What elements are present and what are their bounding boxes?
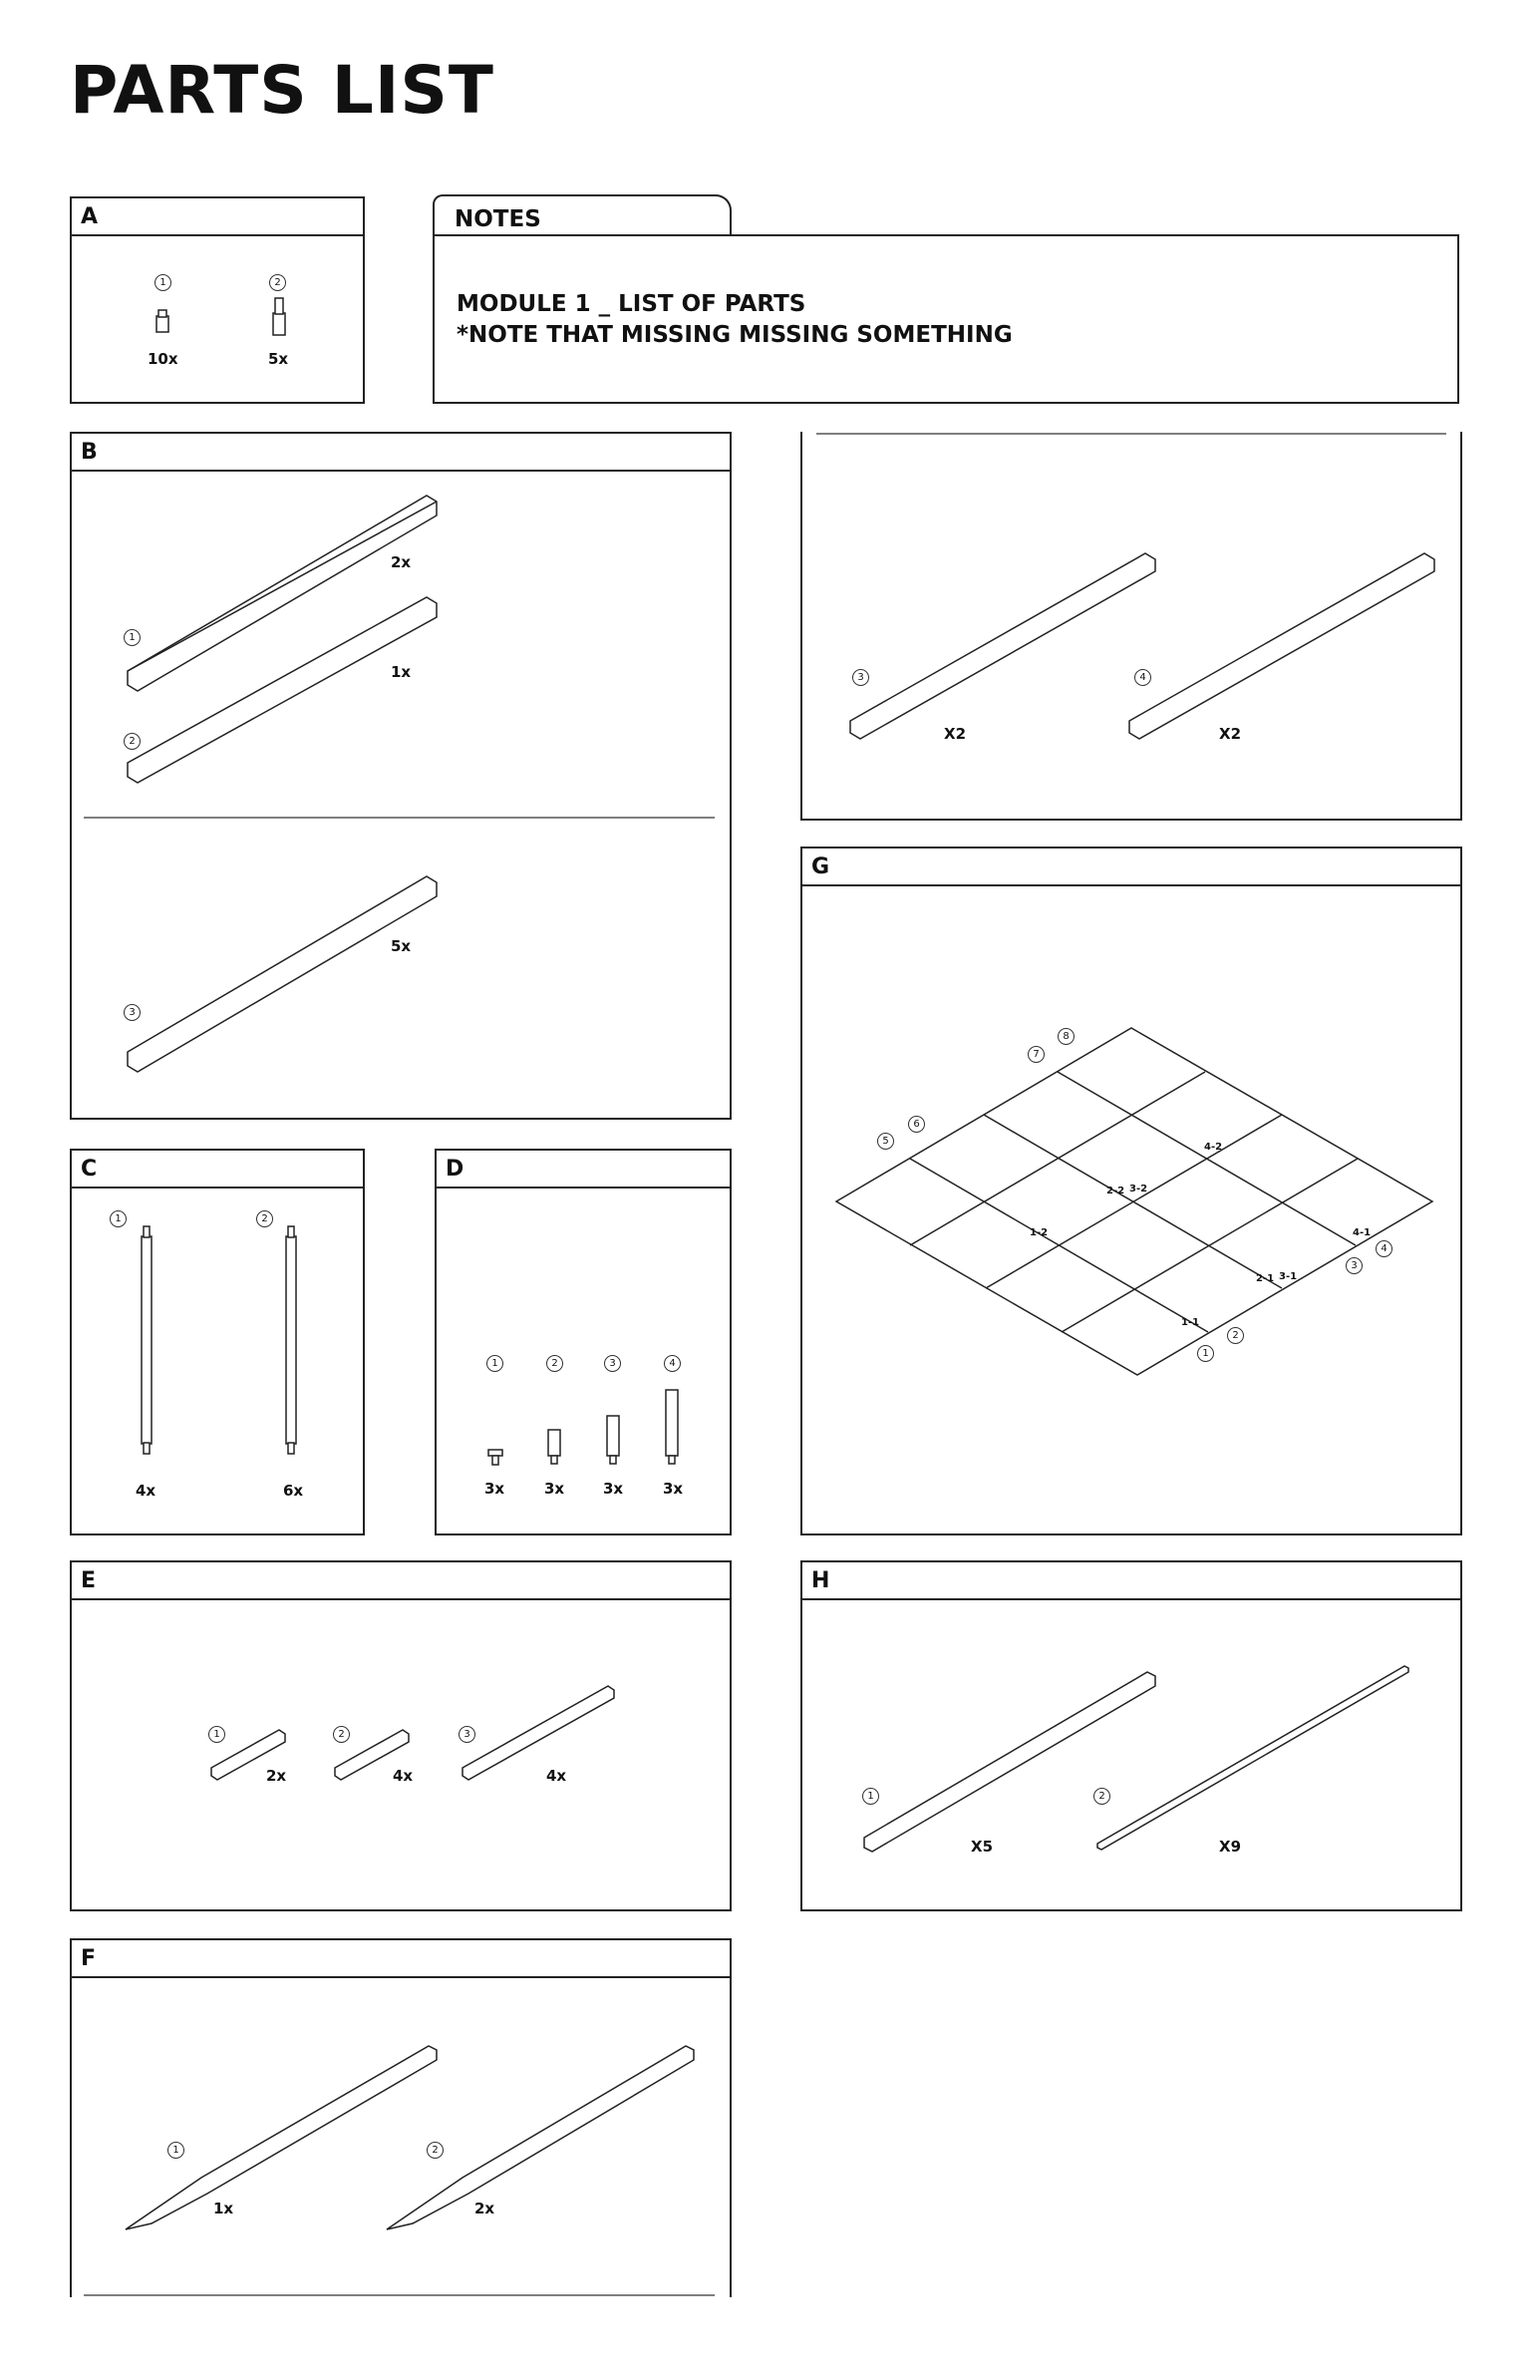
g-grid-label-1-2: 1-2 bbox=[1030, 1227, 1049, 1238]
section-c-label: C bbox=[81, 1157, 98, 1182]
part-b4-continued-number: 4 bbox=[1134, 669, 1151, 686]
part-c1-quantity: 4x bbox=[136, 1482, 156, 1500]
notes-tab-label: NOTES bbox=[455, 206, 541, 232]
part-d4-quantity: 3x bbox=[663, 1480, 684, 1498]
notes-line-2: *NOTE THAT MISSING MISSING SOMETHING bbox=[457, 322, 1013, 348]
part-e3-number: 3 bbox=[459, 1726, 475, 1743]
part-h1-quantity: X5 bbox=[971, 1838, 994, 1856]
section-b-panel bbox=[70, 432, 732, 1120]
section-f-panel bbox=[70, 1938, 732, 2297]
section-g-panel bbox=[800, 847, 1462, 1535]
section-a-parts-drawing bbox=[72, 198, 367, 406]
section-e-label: E bbox=[81, 1568, 97, 1593]
part-b1-number: 1 bbox=[124, 629, 141, 646]
notes-tab bbox=[433, 194, 732, 236]
notes-line-1: MODULE 1 _ LIST OF PARTS bbox=[457, 291, 806, 317]
section-a-panel bbox=[70, 196, 365, 404]
section-b-continued-parts-drawing bbox=[802, 432, 1464, 821]
part-b3-continued-quantity: X2 bbox=[944, 725, 967, 743]
section-h-parts-drawing bbox=[802, 1562, 1464, 1913]
section-e-panel bbox=[70, 1560, 732, 1911]
part-d1-number: 1 bbox=[486, 1355, 503, 1372]
part-b3-number: 3 bbox=[124, 1004, 141, 1021]
section-c-panel bbox=[70, 1149, 365, 1535]
section-h-label: H bbox=[811, 1568, 830, 1593]
part-a2-quantity: 5x bbox=[268, 350, 289, 368]
part-h2-number: 2 bbox=[1093, 1788, 1110, 1805]
part-e2-number: 2 bbox=[333, 1726, 350, 1743]
part-c2-number: 2 bbox=[256, 1210, 273, 1227]
part-f2-number: 2 bbox=[427, 2142, 444, 2159]
section-b-label: B bbox=[81, 440, 98, 465]
part-b4-continued-quantity: X2 bbox=[1219, 725, 1242, 743]
g-callout-5: 5 bbox=[877, 1133, 894, 1150]
section-d-parts-drawing bbox=[437, 1151, 734, 1537]
g-grid-label-2-1: 2-1 bbox=[1256, 1273, 1275, 1284]
section-b-continued-panel bbox=[800, 432, 1462, 821]
g-callout-7: 7 bbox=[1028, 1046, 1045, 1063]
part-h2-quantity: X9 bbox=[1219, 1838, 1242, 1856]
part-d3-number: 3 bbox=[604, 1355, 621, 1372]
part-b1-quantity: 2x bbox=[391, 553, 412, 571]
g-callout-8: 8 bbox=[1058, 1028, 1075, 1045]
part-c1-number: 1 bbox=[110, 1210, 127, 1227]
part-e1-number: 1 bbox=[208, 1726, 225, 1743]
notes-box bbox=[433, 234, 1459, 404]
part-d4-number: 4 bbox=[664, 1355, 681, 1372]
part-f1-quantity: 1x bbox=[213, 2200, 234, 2217]
g-callout-2: 2 bbox=[1227, 1327, 1244, 1344]
part-b3-quantity: 5x bbox=[391, 937, 412, 955]
g-grid-label-2-2: 2-2 bbox=[1106, 1186, 1125, 1196]
section-h-panel bbox=[800, 1560, 1462, 1911]
part-h1-number: 1 bbox=[862, 1788, 879, 1805]
g-callout-6: 6 bbox=[908, 1116, 925, 1133]
g-grid-label-4-1: 4-1 bbox=[1353, 1227, 1372, 1238]
part-a2-number: 2 bbox=[269, 274, 286, 291]
g-grid-label-3-1: 3-1 bbox=[1279, 1271, 1298, 1282]
section-f-parts-drawing bbox=[72, 1940, 734, 2299]
section-g-label: G bbox=[811, 854, 830, 879]
part-d2-number: 2 bbox=[546, 1355, 563, 1372]
part-d1-quantity: 3x bbox=[484, 1480, 505, 1498]
g-grid-label-3-2: 3-2 bbox=[1129, 1184, 1148, 1194]
g-callout-4: 4 bbox=[1376, 1240, 1392, 1257]
part-a1-quantity: 10x bbox=[148, 350, 178, 368]
part-b2-number: 2 bbox=[124, 733, 141, 750]
part-e2-quantity: 4x bbox=[393, 1767, 414, 1785]
section-e-parts-drawing bbox=[72, 1562, 734, 1913]
part-a1-number: 1 bbox=[154, 274, 171, 291]
section-c-parts-drawing bbox=[72, 1151, 367, 1537]
section-b-parts-drawing bbox=[72, 434, 734, 1122]
g-callout-3: 3 bbox=[1346, 1257, 1363, 1274]
g-callout-1: 1 bbox=[1197, 1345, 1214, 1362]
g-grid-label-4-2: 4-2 bbox=[1204, 1142, 1223, 1153]
section-d-label: D bbox=[446, 1157, 464, 1182]
part-d2-quantity: 3x bbox=[544, 1480, 565, 1498]
part-e1-quantity: 2x bbox=[266, 1767, 287, 1785]
part-f1-number: 1 bbox=[167, 2142, 184, 2159]
part-b2-quantity: 1x bbox=[391, 663, 412, 681]
section-a-label: A bbox=[81, 204, 99, 229]
g-grid-label-1-1: 1-1 bbox=[1181, 1317, 1200, 1328]
part-c2-quantity: 6x bbox=[283, 1482, 304, 1500]
part-f2-quantity: 2x bbox=[474, 2200, 495, 2217]
part-e3-quantity: 4x bbox=[546, 1767, 567, 1785]
part-b3-continued-number: 3 bbox=[852, 669, 869, 686]
page-title: PARTS LIST bbox=[70, 52, 494, 129]
part-d3-quantity: 3x bbox=[603, 1480, 624, 1498]
section-f-label: F bbox=[81, 1946, 97, 1971]
section-d-panel bbox=[435, 1149, 732, 1535]
